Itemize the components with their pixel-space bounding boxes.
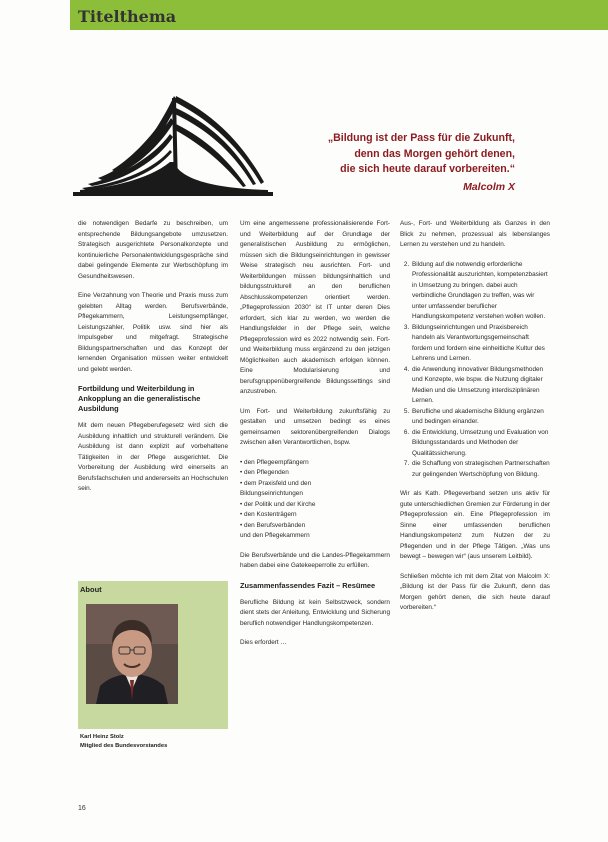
- quote-line: denn das Morgen gehört denen,: [354, 147, 515, 160]
- section-title: Titelthema: [78, 7, 177, 26]
- pull-quote: [300, 131, 515, 178]
- article-column-2: [240, 219, 390, 658]
- list-item: 7. die Schaffung von strategischen Partnerschaften zur gelingenden Wertschöpfung von Bildung.: [411, 459, 550, 480]
- paragraph: Schließen möchte ich mit dem Zitat von Malcolm X: „Bildung ist der Pass für die Zukunft, denn das Morgen gehört denen, die sich heute darauf vorbereiten.“: [400, 572, 550, 611]
- list-item: • dem Praxisfeld und den: [240, 479, 312, 487]
- list-item: • den Kostenträgern: [240, 511, 297, 518]
- paragraph: Eine Verzahnung von Theorie und Praxis muss zum gelebten Alltag werden. Berufsverbände, Pflegekammern, Leistungsempfänger, Leistungszahler, Politik usw. sind hier als Impulsgeber und mitgefragt. Strategische Bildungspartnerschaften und das Konzept der lernenden Organisation müssen weiter entwickelt und gelebt werden.: [78, 292, 228, 373]
- list-item: 6. die Entwicklung, Umsetzung und Evaluation von Bildungsstandards und Methoden der Qualitätssicherung.: [411, 428, 550, 460]
- subheading: Fortbildung und Weiterbildung in Ankopplung an die generalistische Ausbildung: [78, 384, 201, 413]
- open-book-illustration: [68, 92, 278, 198]
- author-portrait: [86, 604, 178, 704]
- list-item: 5. Berufliche und akademische Bildung ergänzen und bedingen einander.: [411, 407, 550, 428]
- author-name: Karl Heinz Stolz: [80, 734, 124, 740]
- list-item: • den Berufsverbänden: [240, 521, 306, 529]
- paragraph: Berufliche Bildung ist kein Selbstzweck, sondern dient stets der Anleitung, Entwicklung und Sicherung beruflich notwendiger Handlungskompetenzen.: [240, 598, 390, 627]
- page-number: 16: [78, 805, 86, 812]
- list-item: Bildungseinrichtungen: [240, 490, 303, 497]
- list-item: • den Pflegeempfängern: [240, 458, 309, 466]
- numbered-list: [400, 260, 550, 481]
- paragraph: Die Berufsverbände und die Landes-Pflegekammern haben dabei eine Gatekeeperrolle zu erfüllen.: [240, 551, 390, 569]
- paragraph: Wir als Kath. Pflegeverband setzen uns aktiv für gute unterschiedlichen Gremien zur Förderung in der Pflegeprofession ein. Eine Pflegeprofession im Sinne einer umfassenden beruflichen Handlungskompetenz zum Nutzen der zu Pflegenden und in der Pflege Tätigen. „Was uns bewegt – bewegen wir“ (aus unserem Leitbild).: [400, 490, 550, 560]
- author-role: Mitglied des Bundesvorstandes: [80, 743, 168, 749]
- article-column-3: [400, 219, 550, 623]
- subheading: Zusammenfassendes Fazit – Resümee: [240, 580, 376, 590]
- article-column-1: [78, 219, 228, 504]
- paragraph: Aus-, Fort- und Weiterbildung als Ganzes in den Blick zu nehmen, prozessual als lebenslanges Lernen zu verstehen und zu handeln.: [400, 220, 550, 248]
- list-item: 4. die Anwendung innovativer Bildungsmethoden und Konzepte, wie bspw. die Nutzung digitaler Medien und die Umsetzung interdisziplinären Lernen.: [411, 365, 550, 407]
- about-heading: About: [80, 585, 102, 594]
- quote-line: „Bildung ist der Pass für die Zukunft,: [327, 132, 515, 144]
- list-item: • der Politik und der Kirche: [240, 500, 316, 508]
- paragraph: Mit dem neuen Pflegeberufegesetz wird sich die Ausbildung inhaltlich und strukturell verändern. Die Ausbildung ist dann explizit auf vorbehaltene Tätigkeiten in der Pflege ausgerichtet. Die Vorbereitung der Ausbildung wird einerseits an Berufsfachschulen und andererseits an Hochschulen sein.: [78, 422, 228, 492]
- stakeholder-list: [240, 458, 390, 542]
- quote-author: Malcolm X: [463, 181, 515, 193]
- quote-line: die sich heute darauf vorbereiten.“: [340, 163, 515, 175]
- paragraph: Um eine angemessene professionalisierende Fort- und Weiterbildung auf der Grundlage der generalistischen Ausbildung zu ermöglichen, müssen sich die Bildungseinrichtungen in gewisser Weise strategisch neu ausrichten. Fort- und Weiterbildungen müssen bildungsinhaltlich und bildungsstrukturell an den beruflichen Abschlusskompetenzen orientiert werden. „Pflegeprofession 2030“ ist IT unter deren Dies erfordert, sich klar zu werden, wo werden die Handlungsfelder in der Pflege sein, welche Pflegeprofession wird es 2022 notwendig sein. Fort- und Weiterbildung muss ergänzend zu den jetzigen Möglichkeiten auch akademisch erfolgen können. Eine Modularisierung und berufsgruppenübergreifende Bildungssettings sind anzustreben.: [240, 220, 390, 395]
- paragraph: die notwendigen Bedarfe zu beschreiben, um entsprechende Bildungsangebote umzusetzen. Strategisch ausgerichtete Personalkonzepte und kontinuierliche Personalentwicklungsgespräche sind dabei gelingende Elemente zur Werbschöpfung im Gesundheitswesen.: [78, 220, 228, 280]
- list-item: und den Pflegekammern: [240, 532, 310, 539]
- list-item: 3. Bildungseinrichtungen und Praxisbereich handeln als Verantwortungsgemeinschaft fordern und fordern eine einheitliche Kultur des Lehrens und Lernen.: [411, 323, 550, 365]
- list-item: • den Pflegenden: [240, 469, 289, 476]
- about-caption: [80, 733, 167, 751]
- paragraph: Um Fort- und Weiterbildung zukunftsfähig zu gestalten und umsetzen bedingt es eines gemeinsamen sektorenübergreifenden Dialogs zwischen allen Verantwortlichen, bspw.: [240, 407, 390, 446]
- list-item: 2. Bildung auf die notwendig erforderliche Professionalität auszurichten, kompetenzbasiert in Umsetzung zu bringen. dabei auch verbindliche Grundlagen zu treffen, was wir unter umfassender beruflicher Handlungskompetenz verstehen wollen wollen.: [411, 260, 550, 323]
- paragraph: Dies erfordert …: [240, 639, 287, 646]
